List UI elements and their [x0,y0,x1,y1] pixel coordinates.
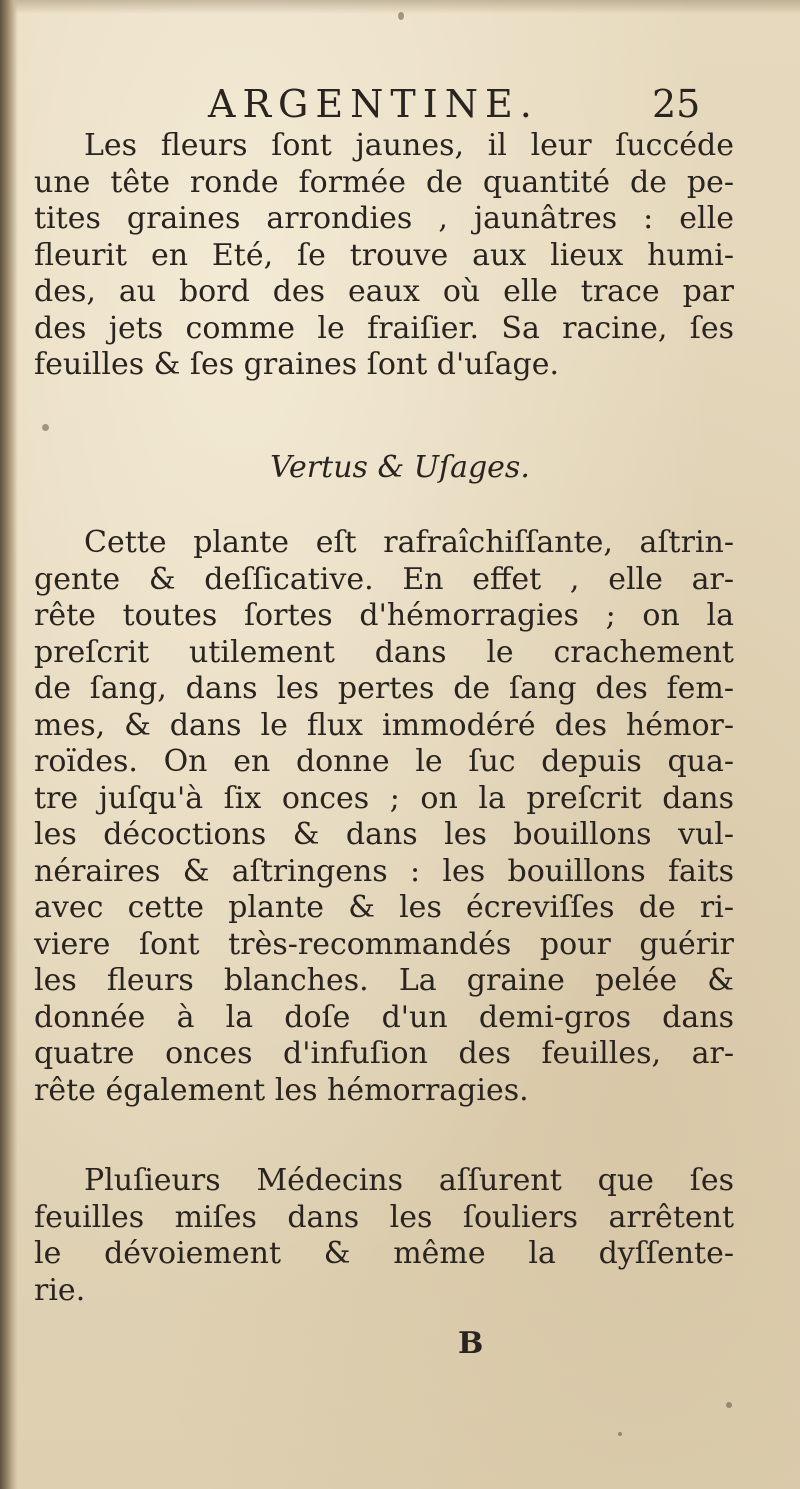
text-line: les fleurs blanches. La graine pelée & [34,963,734,998]
paragraph-description [34,128,734,384]
page-number: 25 [652,82,701,126]
text-line: gente & deſſicative. En effet , elle ar- [34,561,734,597]
text-line: rête également les hémorragies. [34,1072,529,1108]
section-heading: Vertus & Uſages. [270,450,530,485]
text-line: Cette plante eſt rafraîchiſſante, aſtrin- [84,525,734,560]
text-line: roïdes. On en donne le ſuc depuis qua- [34,744,734,779]
text-line: le dévoiement & même la dyſſente- [34,1236,734,1271]
text-line: feuilles miſes dans les ſouliers arrêtent [34,1199,734,1235]
text-line: les décoctions & dans les bouillons vul- [34,817,734,852]
text-line: donnée à la doſe d'un demi-gros dans [34,999,734,1035]
paper-speck [618,1432,622,1436]
text-line: rête toutes ſortes d'hémorragies ; on la [34,598,734,633]
text-line: des, au bord des eaux où elle trace par [34,274,734,309]
signature-mark: B [458,1326,484,1361]
text-line: quatre onces d'infuſion des feuilles, ar- [34,1036,734,1071]
text-line: preſcrit utilement dans le crachement [34,634,734,670]
text-line: rie. [34,1272,86,1308]
running-title: ARGENTINE. [208,82,539,126]
paragraph-virtues [34,525,734,1109]
paragraph-physicians [34,1163,734,1309]
paper-speck [398,12,404,20]
text-line: Pluſieurs Médecins aſſurent que ſes [84,1163,734,1198]
paper-speck [726,1402,732,1408]
text-line: Les fleurs ſont jaunes, il leur ſuccéde [84,128,734,163]
text-line: de ſang, dans les pertes de ſang des fem- [34,671,734,706]
text-line: tre juſqu'à ſix onces ; on la preſcrit dans [34,780,734,816]
text-line: viere ſont très-recommandés pour guérir [34,926,734,962]
text-line: feuilles & ſes graines ſont d'uſage. [34,347,560,382]
text-line: avec cette plante & les écreviſſes de ri- [34,890,734,925]
text-line: mes, & dans le flux immodéré des hémor- [34,707,734,743]
text-line: tites graines arrondies , jaunâtres : elle [34,201,734,236]
running-head [0,82,800,126]
text-line: néraires & aſtringens : les bouillons faits [34,853,734,889]
text-line: des jets comme le fraiſier. Sa racine, ſes [34,310,734,346]
text-line: une tête ronde formée de quantité de pe- [34,164,734,200]
paper-speck [42,424,49,431]
binding-edge [0,0,18,1489]
text-line: fleurit en Eté, ſe trouve aux lieux humi- [34,237,734,273]
